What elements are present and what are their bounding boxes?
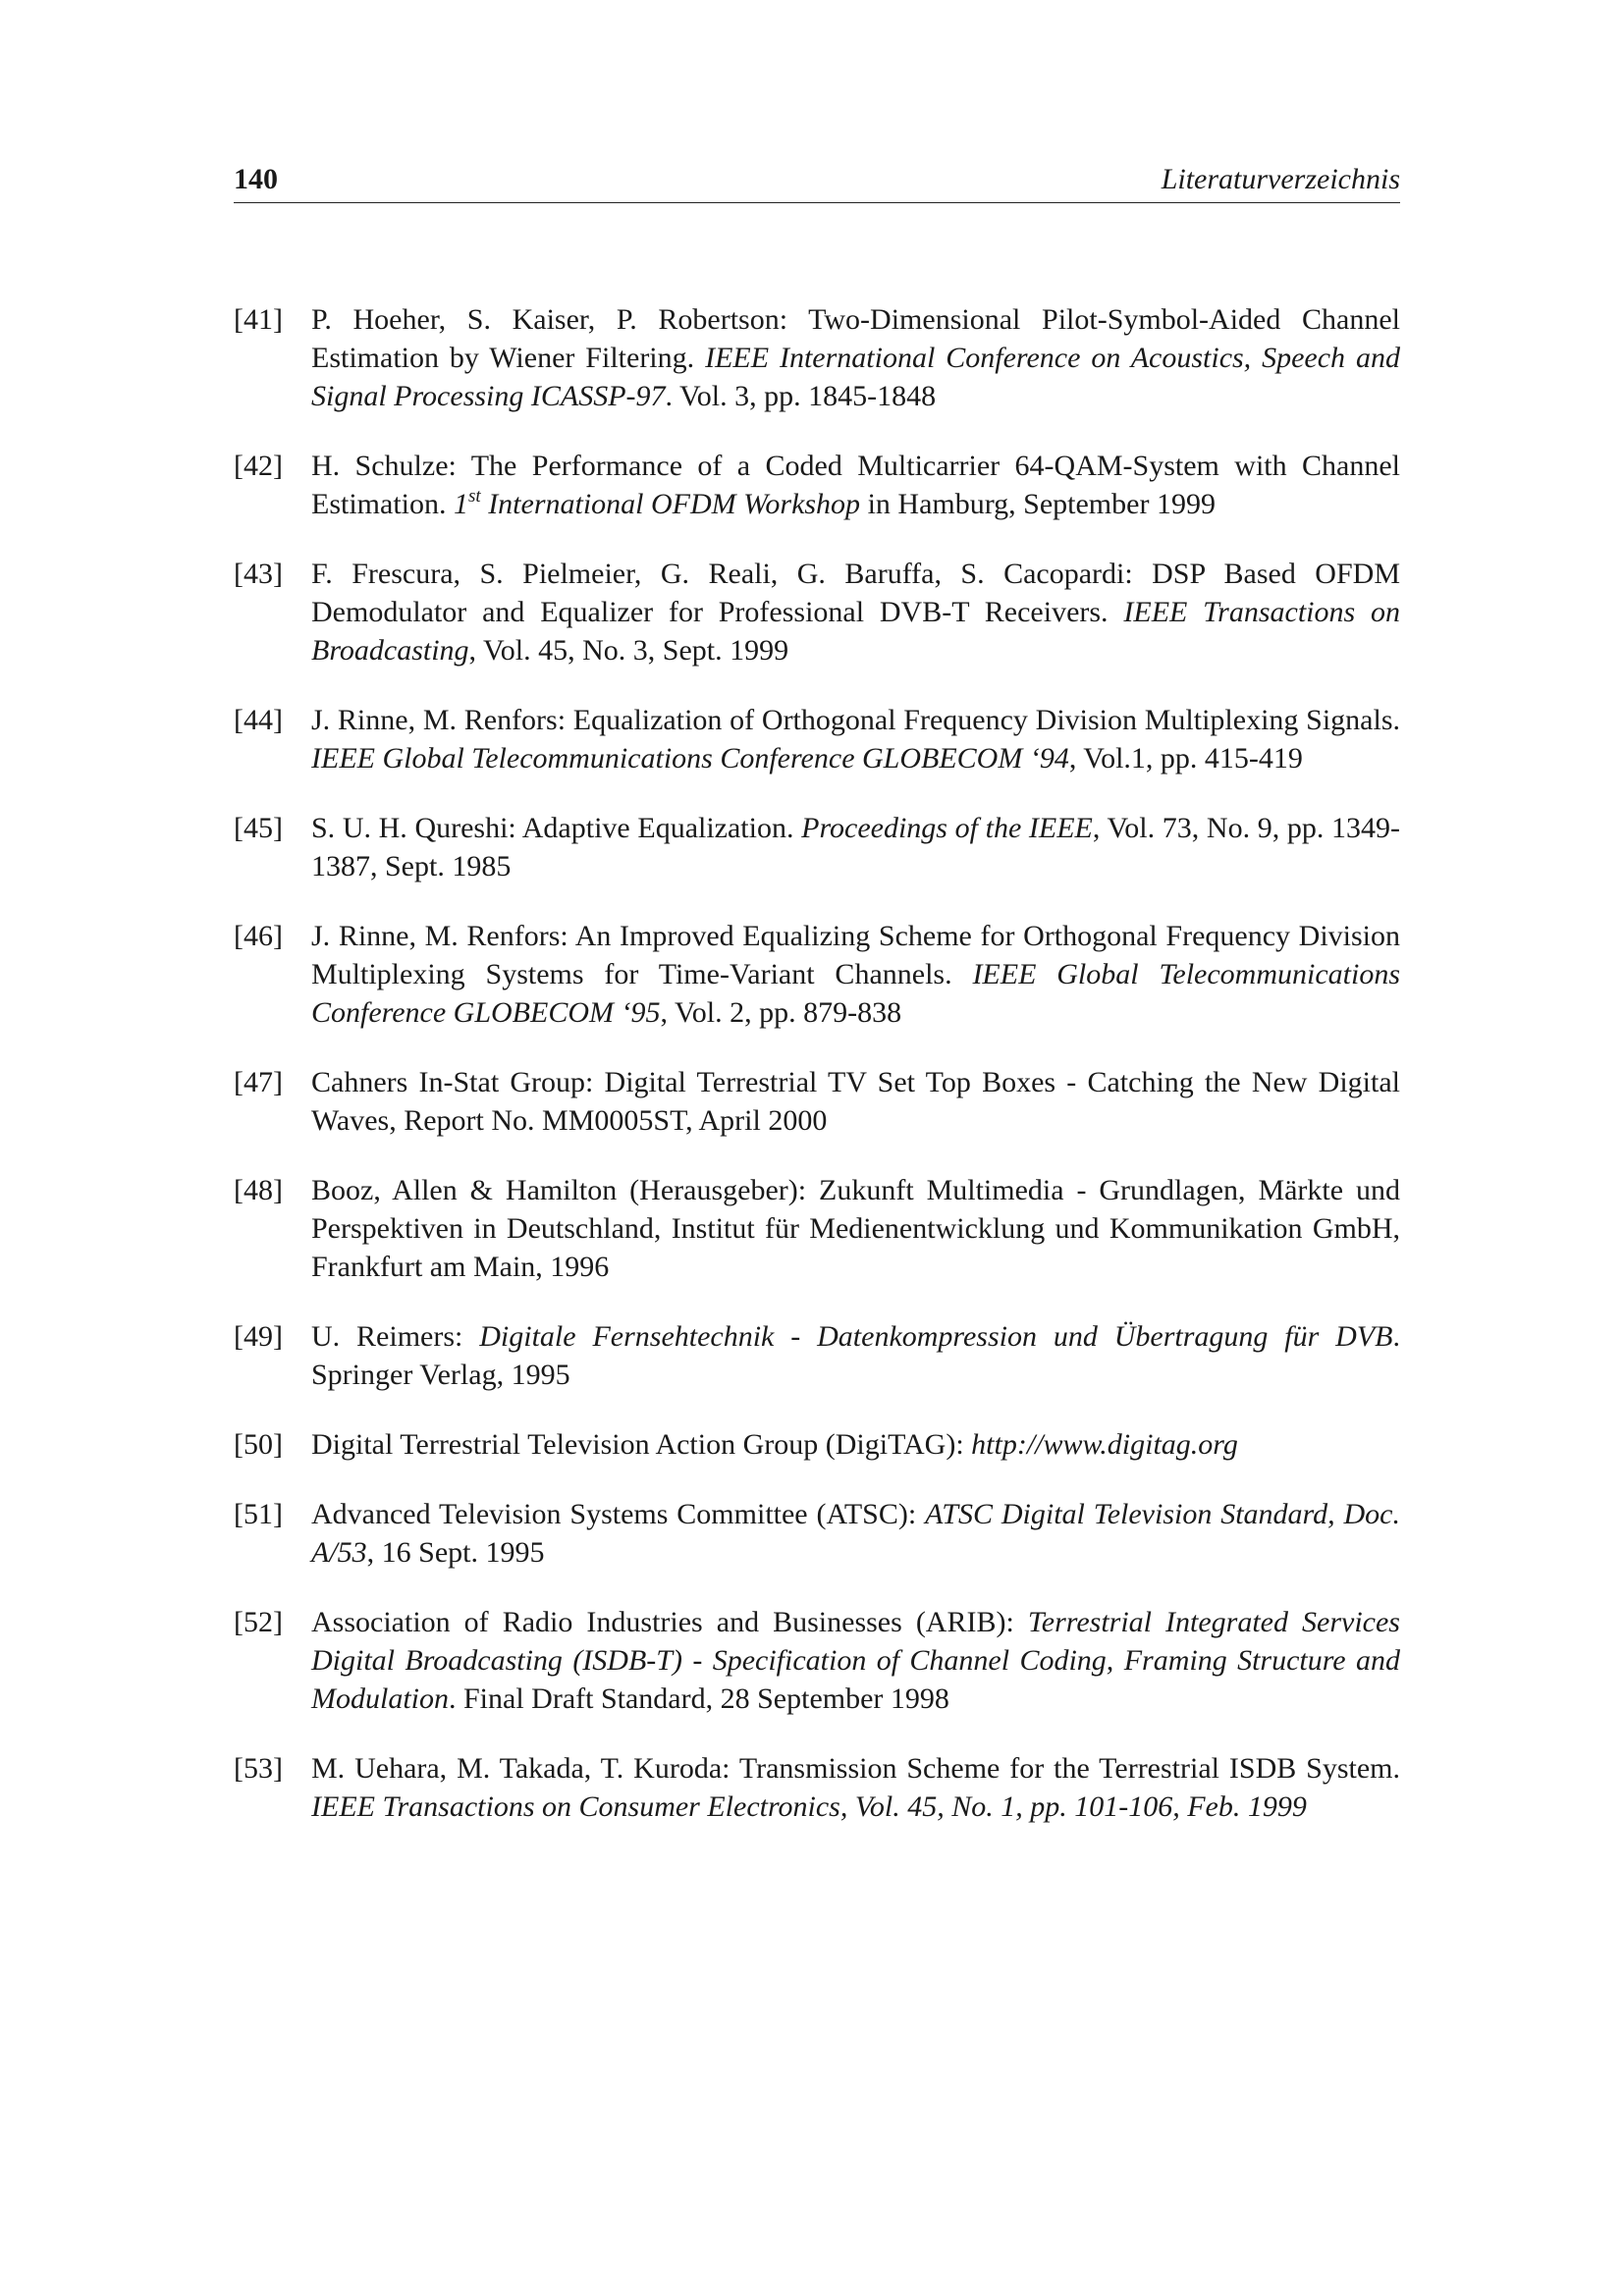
reference-text xyxy=(311,303,1400,412)
reference-italic-segment: International OFDM Workshop xyxy=(480,488,861,520)
reference-entry xyxy=(234,917,1400,1032)
reference-segment: . Vol. 3, pp. 1845-1848 xyxy=(665,380,937,412)
reference-entry xyxy=(234,1495,1400,1572)
reference-segment: Advanced Television Systems Committee (ATSC): xyxy=(311,1498,926,1530)
reference-entry xyxy=(234,1063,1400,1140)
reference-segment: . Springer Verlag, 1995 xyxy=(311,1320,1400,1391)
reference-label: [47] xyxy=(234,1066,283,1098)
reference-list xyxy=(234,300,1400,1857)
reference-text xyxy=(311,1498,1400,1569)
reference-text xyxy=(311,704,1400,774)
reference-label: [42] xyxy=(234,450,283,482)
reference-text xyxy=(311,1066,1400,1137)
reference-entry xyxy=(234,1171,1400,1286)
reference-entry xyxy=(234,300,1400,415)
reference-label: [52] xyxy=(234,1606,283,1638)
reference-italic-segment: IEEE International Conference on Acoustics, Speech and Signal Processing ICASSP-97 xyxy=(311,342,1400,412)
reference-text xyxy=(311,558,1400,667)
reference-entry xyxy=(234,809,1400,885)
page-number: 140 xyxy=(234,163,278,195)
reference-entry xyxy=(234,1603,1400,1718)
reference-segment: U. Reimers: xyxy=(311,1320,480,1353)
reference-text xyxy=(311,1174,1400,1283)
reference-text xyxy=(311,1428,1238,1461)
reference-segment: , 16 Sept. 1995 xyxy=(366,1536,545,1569)
reference-text xyxy=(311,920,1400,1029)
reference-segment: , Vol. 45, No. 3, Sept. 1999 xyxy=(468,634,789,667)
reference-italic-segment: st xyxy=(468,486,481,507)
reference-italic-segment: Digitale Fernsehtechnik - Datenkompression und Übertragung für DVB xyxy=(479,1320,1393,1353)
reference-label: [46] xyxy=(234,920,283,952)
reference-text xyxy=(311,450,1400,520)
reference-label: [41] xyxy=(234,303,283,336)
reference-label: [53] xyxy=(234,1752,283,1785)
reference-segment: Booz, Allen & Hamilton (Herausgeber): Zukunft Multimedia - Grundlagen, Märkte und Perspektiven in Deutschland, Institut für Medienentwicklung und Kommunikation GmbH, Frankfurt am Main, 1996 xyxy=(311,1174,1400,1283)
reference-label: [45] xyxy=(234,812,283,844)
reference-entry xyxy=(234,1425,1400,1464)
reference-segment: J. Rinne, M. Renfors: An Improved Equalizing Scheme for Orthogonal Frequency Division Multiplexing Systems for Time-Variant Channels. xyxy=(311,920,1400,990)
reference-segment: , Vol.1, pp. 415-419 xyxy=(1068,742,1303,774)
reference-segment: . Final Draft Standard, 28 September 1998 xyxy=(449,1682,949,1715)
reference-italic-segment: IEEE Global Telecommunications Conference GLOBECOM ‘94 xyxy=(311,742,1069,774)
running-header xyxy=(234,163,1400,203)
reference-segment: in Hamburg, September 1999 xyxy=(860,488,1216,520)
reference-entry xyxy=(234,701,1400,777)
reference-italic-segment: http://www.digitag.org xyxy=(971,1428,1238,1461)
reference-italic-segment: Proceedings of the IEEE xyxy=(801,812,1093,844)
reference-text xyxy=(311,812,1400,882)
reference-text xyxy=(311,1320,1400,1391)
reference-label: [44] xyxy=(234,704,283,736)
reference-segment: Cahners In-Stat Group: Digital Terrestrial TV Set Top Boxes - Catching the New Digital Waves, Report No. MM0005ST, April 2000 xyxy=(311,1066,1400,1137)
reference-italic-segment: IEEE Transactions on Consumer Electronics, Vol. 45, No. 1, pp. 101-106, Feb. 1999 xyxy=(311,1790,1307,1823)
reference-label: [50] xyxy=(234,1428,283,1461)
reference-text xyxy=(311,1752,1400,1823)
reference-entry xyxy=(234,555,1400,669)
reference-text xyxy=(311,1606,1400,1715)
running-title: Literaturverzeichnis xyxy=(1161,163,1400,195)
reference-label: [49] xyxy=(234,1320,283,1353)
reference-entry xyxy=(234,1317,1400,1394)
reference-segment: M. Uehara, M. Takada, T. Kuroda: Transmission Scheme for the Terrestrial ISDB System. xyxy=(311,1752,1400,1785)
reference-segment: Association of Radio Industries and Businesses (ARIB): xyxy=(311,1606,1028,1638)
reference-entry xyxy=(234,447,1400,523)
reference-italic-segment: IEEE Transactions on Broadcasting xyxy=(311,596,1400,667)
reference-segment: P. Hoeher, S. Kaiser, P. Robertson: Two-Dimensional Pilot-Symbol-Aided Channel Estimation by Wiener Filtering. xyxy=(311,303,1400,374)
reference-segment: H. Schulze: The Performance of a Coded Multicarrier 64-QAM-System with Channel Estimation. xyxy=(311,450,1400,520)
reference-segment: , Vol. 2, pp. 879-838 xyxy=(660,996,902,1029)
reference-segment: S. U. H. Qureshi: Adaptive Equalization. xyxy=(311,812,802,844)
reference-label: [43] xyxy=(234,558,283,590)
reference-italic-segment: Terrestrial Integrated Services Digital Broadcasting (ISDB-T) - Specification of Channel Coding, Framing Structure and Modulation xyxy=(311,1606,1400,1715)
reference-segment: , Vol. 73, No. 9, pp. 1349-1387, Sept. 1985 xyxy=(311,812,1400,882)
reference-segment: J. Rinne, M. Renfors: Equalization of Orthogonal Frequency Division Multiplexing Signals. xyxy=(311,704,1400,736)
reference-label: [51] xyxy=(234,1498,283,1530)
reference-italic-segment: 1 xyxy=(454,488,468,520)
reference-segment: F. Frescura, S. Pielmeier, G. Reali, G. Baruffa, S. Cacopardi: DSP Based OFDM Demodulator and Equalizer for Professional DVB-T Receivers. xyxy=(311,558,1400,628)
reference-label: [48] xyxy=(234,1174,283,1206)
reference-entry xyxy=(234,1749,1400,1826)
reference-italic-segment: ATSC Digital Television Standard, Doc. A/53 xyxy=(311,1498,1400,1569)
reference-italic-segment: IEEE Global Telecommunications Conference GLOBECOM ‘95 xyxy=(311,958,1400,1029)
reference-segment: Digital Terrestrial Television Action Group (DigiTAG): xyxy=(311,1428,972,1461)
